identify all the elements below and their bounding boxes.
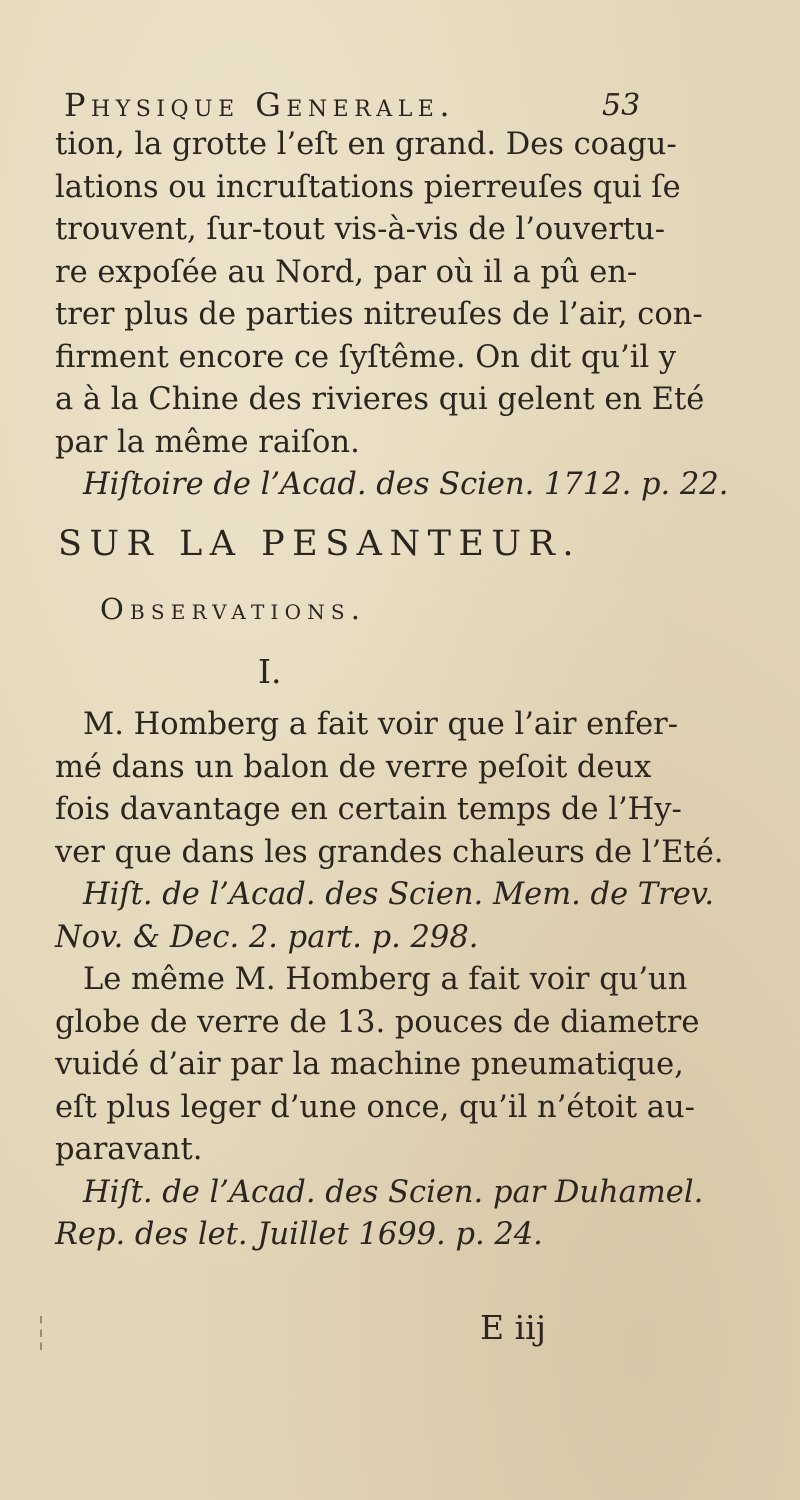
text-line: paravant.	[55, 1132, 203, 1167]
text-line: re expoſée au Nord, par où il a pû en-	[55, 254, 638, 290]
margin-mark	[40, 1316, 42, 1350]
paragraph-grotto	[55, 124, 755, 507]
text-line: M. Homberg a fait voir que l’air enfer-	[83, 707, 679, 742]
source-citation: Hiſt. de l’Acad. des Scien. par Duhamel.	[83, 1174, 704, 1210]
observation-number: I.	[258, 652, 282, 691]
text-line: trouvent, ſur-tout vis-à-vis de l’ouvertu-	[55, 212, 665, 247]
text-line: vuidé d’air par la machine pneumatique,	[55, 1047, 684, 1082]
text-line: par la même raiſon.	[55, 424, 360, 460]
text-line: Le même M. Homberg a fait voir qu’un	[83, 962, 688, 997]
text-line: tion, la grotte l’eſt en grand. Des coagu-	[55, 127, 677, 162]
text-line: lations ou incruſtations pierreuſes qui ſe	[55, 169, 681, 205]
text-line: fois davantage en certain temps de l’Hy-	[55, 792, 682, 827]
text-line: a à la Chine des rivieres qui gelent en Eté	[55, 382, 705, 417]
source-citation: Rep. des let. Juillet 1699. p. 24.	[55, 1217, 543, 1252]
text-line: firment encore ce ſyſtême. On dit qu’il y	[55, 339, 677, 375]
text-line: ver que dans les grandes chaleurs de l’Eté.	[55, 834, 724, 870]
running-head-title: Physique Generale.	[64, 86, 456, 124]
page-number: 53	[602, 88, 641, 123]
signature-mark: E iij	[480, 1308, 546, 1347]
running-head	[64, 86, 664, 126]
text-line: mé dans un balon de verre peſoit deux	[55, 749, 652, 785]
section-heading: SUR LA PESANTEUR.	[58, 524, 581, 564]
text-line: trer plus de parties nitreuſes de l’air, con-	[55, 297, 703, 332]
source-citation: Hiſt. de l’Acad. des Scien. Mem. de Trev.	[83, 877, 715, 912]
text-line: globe de verre de 13. pouces de diametre	[55, 1004, 700, 1040]
observations-body	[55, 704, 755, 1257]
source-citation: Nov. & Dec. 2. part. p. 298.	[55, 919, 479, 955]
section-subheading: Observations.	[100, 592, 367, 626]
text-line: eſt plus leger d’une once, qu’il n’étoit au-	[55, 1089, 695, 1125]
source-citation: Hiſtoire de l’Acad. des Scien. 1712. p. 22.	[83, 467, 729, 502]
